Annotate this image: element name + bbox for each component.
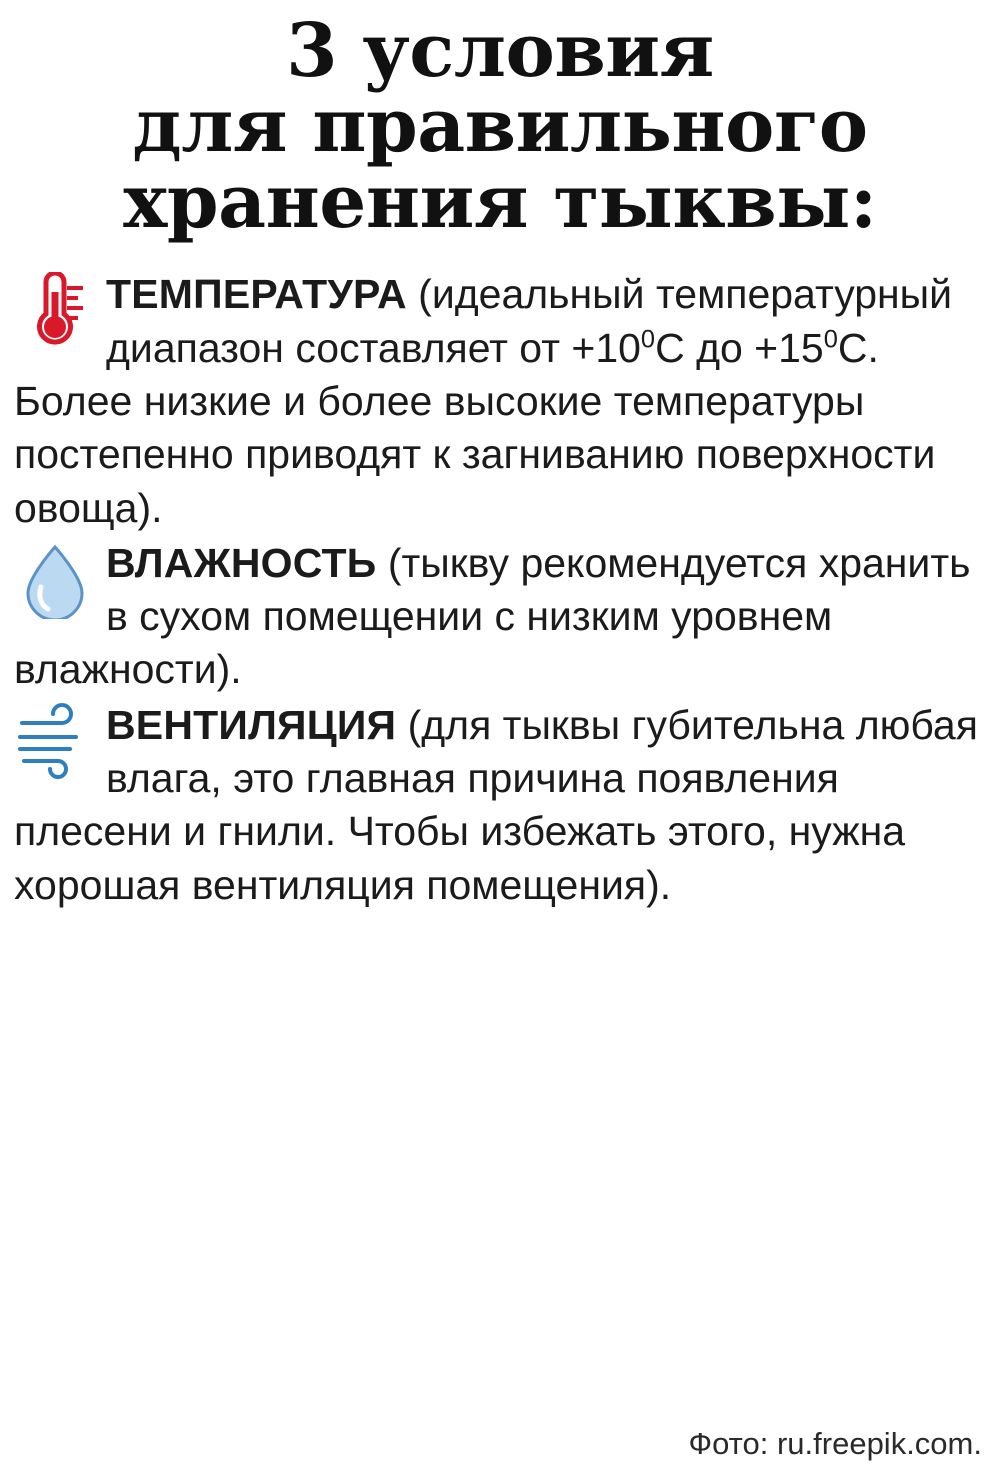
- conditions-list: [0, 268, 1000, 912]
- degree-symbol-1: 0: [640, 325, 656, 354]
- page-title: [0, 0, 1000, 245]
- list-item-lead: ВЛАЖНОСТЬ: [106, 539, 377, 586]
- title-line-3: хранения тыквы:: [123, 158, 877, 245]
- wind-icon: [14, 703, 100, 781]
- title-line-1: 3 условия: [286, 8, 714, 94]
- thermometer-icon: [14, 272, 100, 350]
- list-item: [14, 268, 984, 534]
- list-item-text: [14, 699, 984, 912]
- list-item: [14, 699, 984, 912]
- water-drop-icon: [14, 541, 100, 619]
- photo-credit: Фото: ru.freepik.com.: [688, 1426, 982, 1461]
- list-item-text-part-2: С до +15: [655, 324, 824, 371]
- list-item-text: [14, 537, 984, 697]
- list-item-text: [14, 268, 984, 534]
- list-item-text-part-1: (тыкву рекомендуется хранить в сухом помещении с низким уровнем влажности).: [14, 539, 971, 693]
- list-item: [14, 537, 984, 697]
- list-item-text-part-1: (для тыквы губительна любая влага, это главная причина появления плесени и гнили. Чтобы избежать этого, нужна хорошая вентиляция помещения).: [14, 701, 978, 908]
- title-line-2: для правильного: [132, 83, 868, 170]
- list-item-lead: ТЕМПЕРАТУРА: [106, 271, 407, 318]
- list-item-text-part-1: (идеальный температурный диапазон составляет от +10: [106, 271, 953, 371]
- list-item-text-part-3: С. Более низкие и более высокие температуры постепенно приводят к загниванию поверхности овоща).: [14, 324, 936, 531]
- list-item-lead: ВЕНТИЛЯЦИЯ: [106, 701, 397, 748]
- degree-symbol-2: 0: [823, 325, 838, 354]
